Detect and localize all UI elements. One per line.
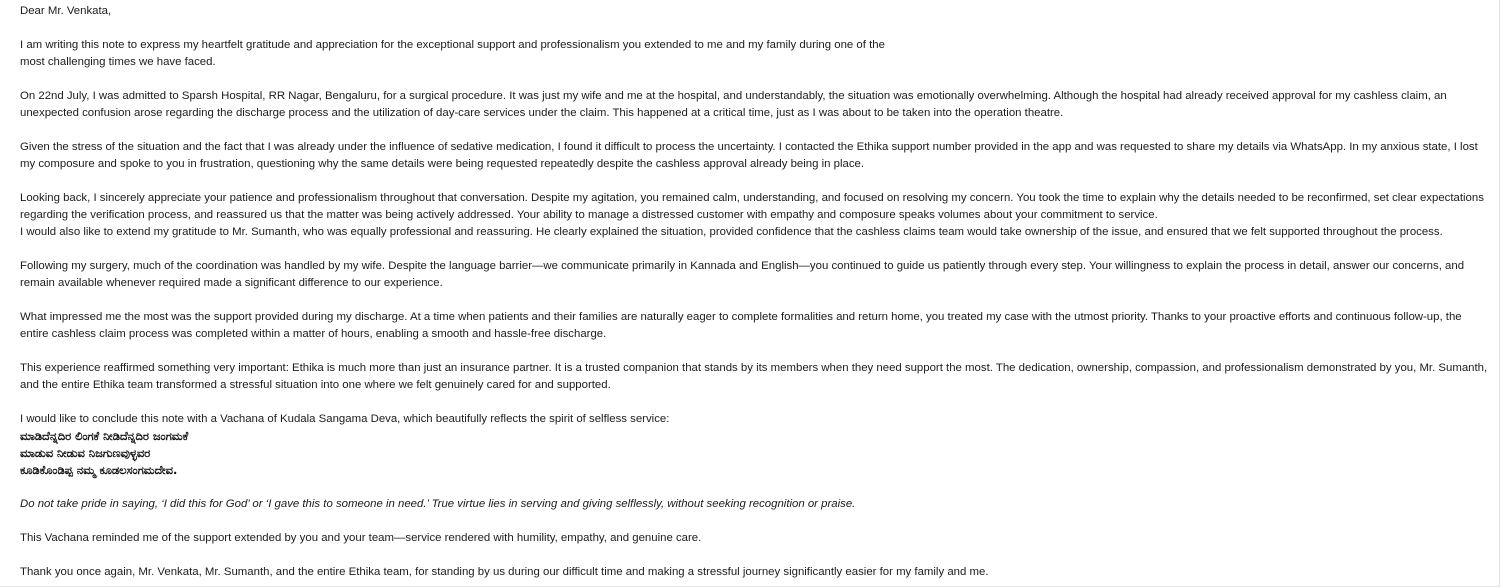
paragraph-stress: Given the stress of the situation and the fact that I was already under the influence of sedative medication, I found it difficult to process the uncertainty. I contacted the Ethika support number provided in the app and was requested to share my details via WhatsApp. In my anxious state, I lost my composure and spoke to you in frustration, questioning why the same details were being requested repeatedly despite the cashless approval already being in place. [20, 141, 1478, 170]
paragraph-appreciation: Looking back, I sincerely appreciate your patience and professionalism throughout that conversation. Despite my agitation, you remained calm, understanding, and focused on resolving my concern. You took the time to explain why the details needed to be reconfirmed, set clear expectations regarding the verification process, and reassured us that the matter was being actively addressed. Your ability to manage a distressed customer with empathy and composure speaks volumes about your commitment to service. [20, 192, 1484, 221]
paragraph-surgery: Following my surgery, much of the coordination was handled by my wife. Despite the language barrier—we communicate primarily in Kannada and English—you continued to guide us patiently through every step. Your willingness to explain the process in detail, answer our concerns, and remain available whenever required made a significant difference to our experience. [20, 260, 1465, 289]
paragraph-closing: Thank you once again, Mr. Venkata, Mr. Sumanth, and the entire Ethika team, for standing by us during our difficult time and making a stressful journey significantly easier for my family and me. [20, 566, 989, 578]
vachana-verse [20, 428, 1488, 479]
vachana-translation: Do not take pride in saying, ‘I did this for God’ or ‘I gave this to someone in need.’ True virtue lies in serving and giving selflessly, without seeking recognition or praise. [20, 498, 856, 510]
greeting: Dear Mr. Venkata, [20, 5, 112, 17]
paragraph-discharge: What impressed me the most was the support provided during my discharge. At a time when patients and their families are naturally eager to complete formalities and return home, you treated my case with the utmost priority. Thanks to your proactive efforts and continuous follow-up, the entire cashless claim process was completed within a matter of hours, enabling a smooth and hassle-free discharge. [20, 311, 1462, 340]
paragraph-sumanth: I would also like to extend my gratitude to Mr. Sumanth, who was equally professional and reassuring. He clearly explained the situation, provided confidence that the cashless claims team would take ownership of the issue, and ensured that we felt supported throughout the process. [20, 226, 1443, 238]
vachana-line: ಮಾಡಿದೆನ್ನದಿರ ಲಿಂಗಕೆ ನೀಡಿದೆನ್ನದಿರ ಜಂಗಮಕೆ [20, 429, 189, 443]
paragraph-gratitude: I am writing this note to express my heartfelt gratitude and appreciation for the exceptional support and professionalism you extended to me and my family during one of the most challenging times we have faced. [20, 39, 885, 68]
paragraph-reaffirmed: This experience reaffirmed something very important: Ethika is much more than just an insurance partner. It is a trusted companion that stands by its members when they need support the most. The dedication, ownership, compassion, and professionalism demonstrated by you, Mr. Sumanth, and the entire Ethika team transformed a stressful situation into one where we felt genuinely cared for and supported. [20, 362, 1488, 391]
vachana-line: ಕೂಡಿಕೊಂಡಿಪ್ಪ ನಮ್ಮ ಕೂಡಲಸಂಗಮದೇವ. [20, 463, 178, 477]
letter-body [20, 3, 1488, 587]
paragraph-vachana-intro: I would like to conclude this note with a Vachana of Kudala Sangama Deva, which beautifully reflects the spirit of selfless service: [20, 413, 670, 425]
paragraph-admission: On 22nd July, I was admitted to Sparsh Hospital, RR Nagar, Bengaluru, for a surgical procedure. It was just my wife and me at the hospital, and understandably, the situation was emotionally overwhelming. Although the hospital had already received approval for my cashless claim, an unexpected confusion arose regarding the discharge process and the utilization of day-care services under the claim. This happened at a critical time, just as I was about to be taken into the operation theatre. [20, 90, 1447, 119]
vachana-line: ಮಾಡುವ ನೀಡುವ ನಿಜಗುಣವುಳ್ಳವರ [20, 446, 151, 460]
paragraph-reflection: This Vachana reminded me of the support extended by you and your team—service rendered with humility, empathy, and genuine care. [20, 532, 702, 544]
